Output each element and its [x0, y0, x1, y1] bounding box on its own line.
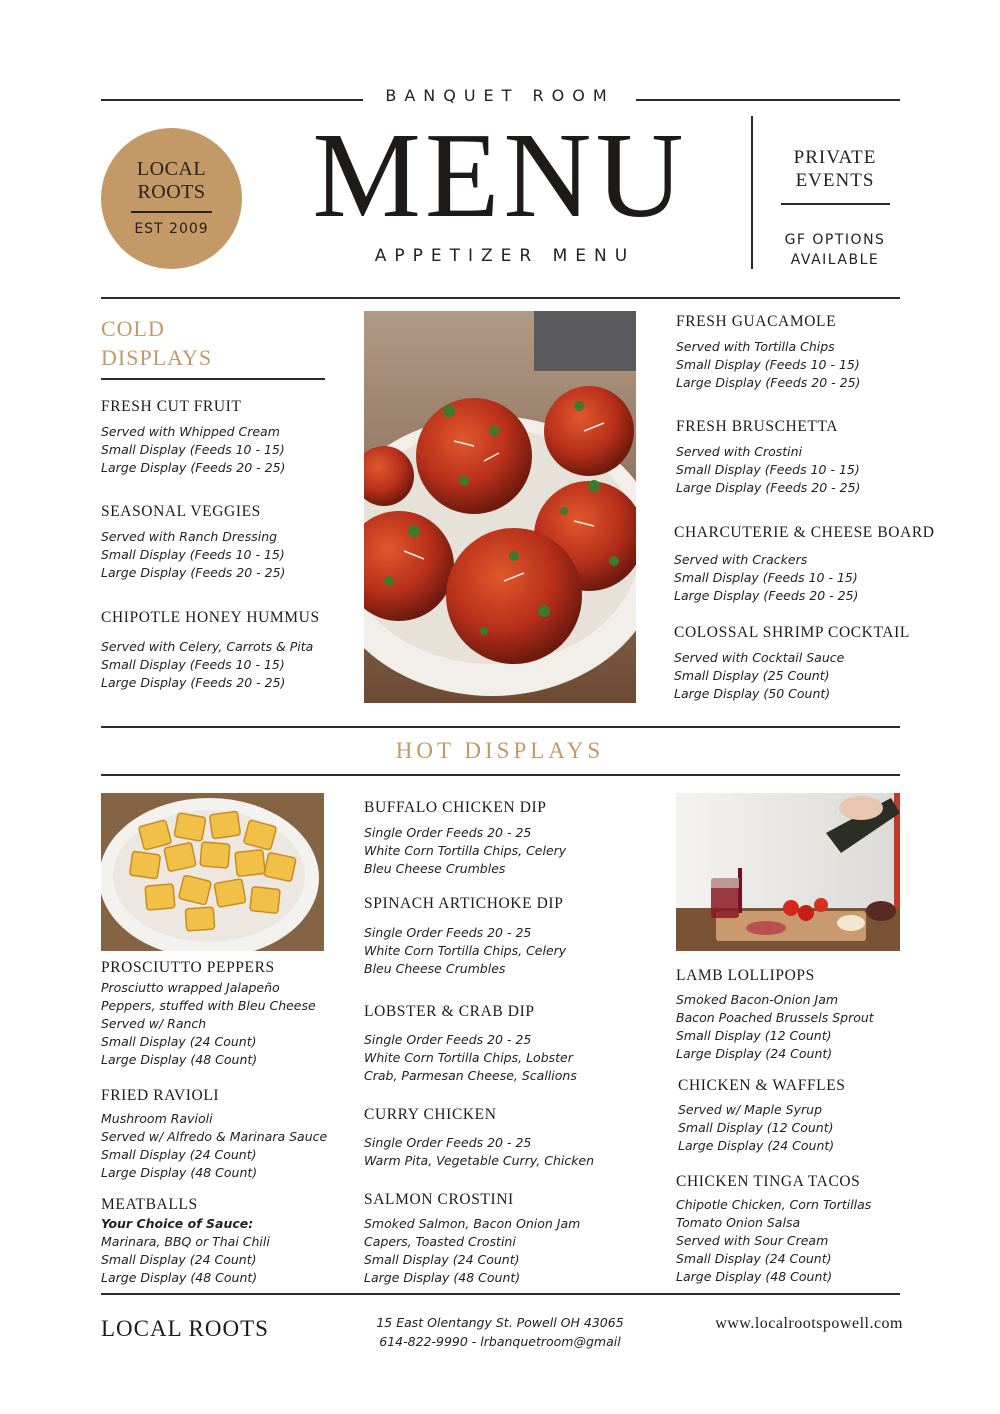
private-events-label: PRIVATE EVENTS — [793, 147, 877, 191]
cold-title-rule — [101, 378, 325, 380]
menu-item: SEASONAL VEGGIES Served with Ranch Dressing Small Display (Feeds 10 - 15) Large Display (Feeds 20 - 25) — [101, 503, 286, 580]
menu-item: MEATBALLS Your Choice of Sauce: Marinara, BBQ or Thai Chili Small Display (24 Count) Large Display (48 Count) — [101, 1196, 270, 1285]
ravioli-photo — [101, 793, 324, 951]
cold-displays-title: COLD DISPLAYS — [101, 316, 213, 370]
hot-top-rule — [101, 726, 900, 728]
hot-bottom-rule — [101, 774, 900, 776]
menu-item: BUFFALO CHICKEN DIP Single Order Feeds 20 - 25 White Corn Tortilla Chips, Celery Bleu Cheese Crumbles — [364, 799, 567, 876]
menu-item: CURRY CHICKEN Single Order Feeds 20 - 25 Warm Pita, Vegetable Curry, Chicken — [364, 1106, 595, 1168]
gf-options-label: GF OPTIONS AVAILABLE — [784, 232, 886, 268]
badge-name: LOCAL ROOTS — [136, 158, 207, 203]
hot-displays-title: HOT DISPLAYS — [395, 738, 605, 763]
footer-website-link[interactable]: www.localrootspowell.com — [715, 1315, 903, 1332]
menu-item: CHARCUTERIE & CHEESE BOARD Served with Crackers Small Display (Feeds 10 - 15) Large Display (Feeds 20 - 25) — [674, 524, 935, 603]
menu-item: SPINACH ARTICHOKE DIP Single Order Feeds 20 - 25 White Corn Tortilla Chips, Celery Bleu Cheese Crumbles — [364, 895, 567, 976]
page-title: MENU — [312, 108, 688, 243]
banquet-room-label: BANQUET ROOM — [385, 86, 615, 105]
header-bottom-rule — [101, 297, 900, 299]
badge-est: EST 2009 — [134, 221, 209, 237]
menu-item: SALMON CROSTINI Smoked Salmon, Bacon Onion Jam Capers, Toasted Crostini Small Display (24 Count) Large Display (48 Count) — [364, 1191, 581, 1285]
menu-item: FRESH GUACAMOLE Served with Tortilla Chips Small Display (Feeds 10 - 15) Large Display (Feeds 20 - 25) — [676, 313, 861, 390]
menu-item: FRESH BRUSCHETTA Served with Crostini Small Display (Feeds 10 - 15) Large Display (Feeds 20 - 25) — [676, 418, 861, 495]
menu-item: CHICKEN & WAFFLES Served w/ Maple Syrup Small Display (12 Count) Large Display (24 Count) — [678, 1077, 846, 1153]
header-rule-left — [101, 99, 363, 101]
wine-charcuterie-photo — [676, 793, 900, 951]
header-vertical-divider — [751, 116, 753, 269]
footer-contact: 614-822-9990 - lrbanquetroom@gmail — [379, 1334, 621, 1349]
menu-item: COLOSSAL SHRIMP COCKTAIL Served with Cocktail Sauce Small Display (25 Count) Large Display (50 Count) — [674, 624, 910, 701]
page-subtitle: APPETIZER MENU — [374, 246, 636, 266]
menu-item: CHICKEN TINGA TACOS Chipotle Chicken, Corn Tortillas Tomato Onion Salsa Served with Sour Cream Small Display (24 Count) Large Display (48 Count) — [676, 1173, 872, 1284]
badge-divider — [131, 211, 212, 213]
footer-brand: LOCAL ROOTS — [101, 1316, 269, 1341]
footer-rule — [101, 1293, 900, 1295]
menu-item: CHIPOTLE HONEY HUMMUS Served with Celery, Carrots & Pita Small Display (Feeds 10 - 15) Large Display (Feeds 20 - 25) — [101, 609, 320, 690]
footer-address: 15 East Olentangy St. Powell OH 43065 614-822-9990 - lrbanquetroom@gmail — [350, 1313, 650, 1351]
logo-badge — [101, 128, 242, 269]
meatballs-photo — [364, 311, 636, 703]
menu-item: LOBSTER & CRAB DIP Single Order Feeds 20 - 25 White Corn Tortilla Chips, Lobster Crab, Parmesan Cheese, Scallions — [364, 1003, 577, 1083]
menu-item: FRIED RAVIOLI Mushroom Ravioli Served w/ Alfredo & Marinara Sauce Small Display (24 Count) Large Display (48 Count) — [101, 1087, 328, 1180]
menu-item: PROSCIUTTO PEPPERS Prosciutto wrapped Jalapeño Peppers, stuffed with Bleu Cheese Served w/ Ranch Small Display (24 Count) Large Display (48 Count) — [101, 959, 316, 1067]
private-divider — [781, 203, 890, 205]
menu-item: LAMB LOLLIPOPS Smoked Bacon-Onion Jam Bacon Poached Brussels Sprout Small Display (12 Count) Large Display (24 Count) — [676, 967, 874, 1061]
header-rule-right — [636, 99, 900, 101]
menu-item: FRESH CUT FRUIT Served with Whipped Cream Small Display (Feeds 10 - 15) Large Display (Feeds 20 - 25) — [101, 398, 286, 475]
